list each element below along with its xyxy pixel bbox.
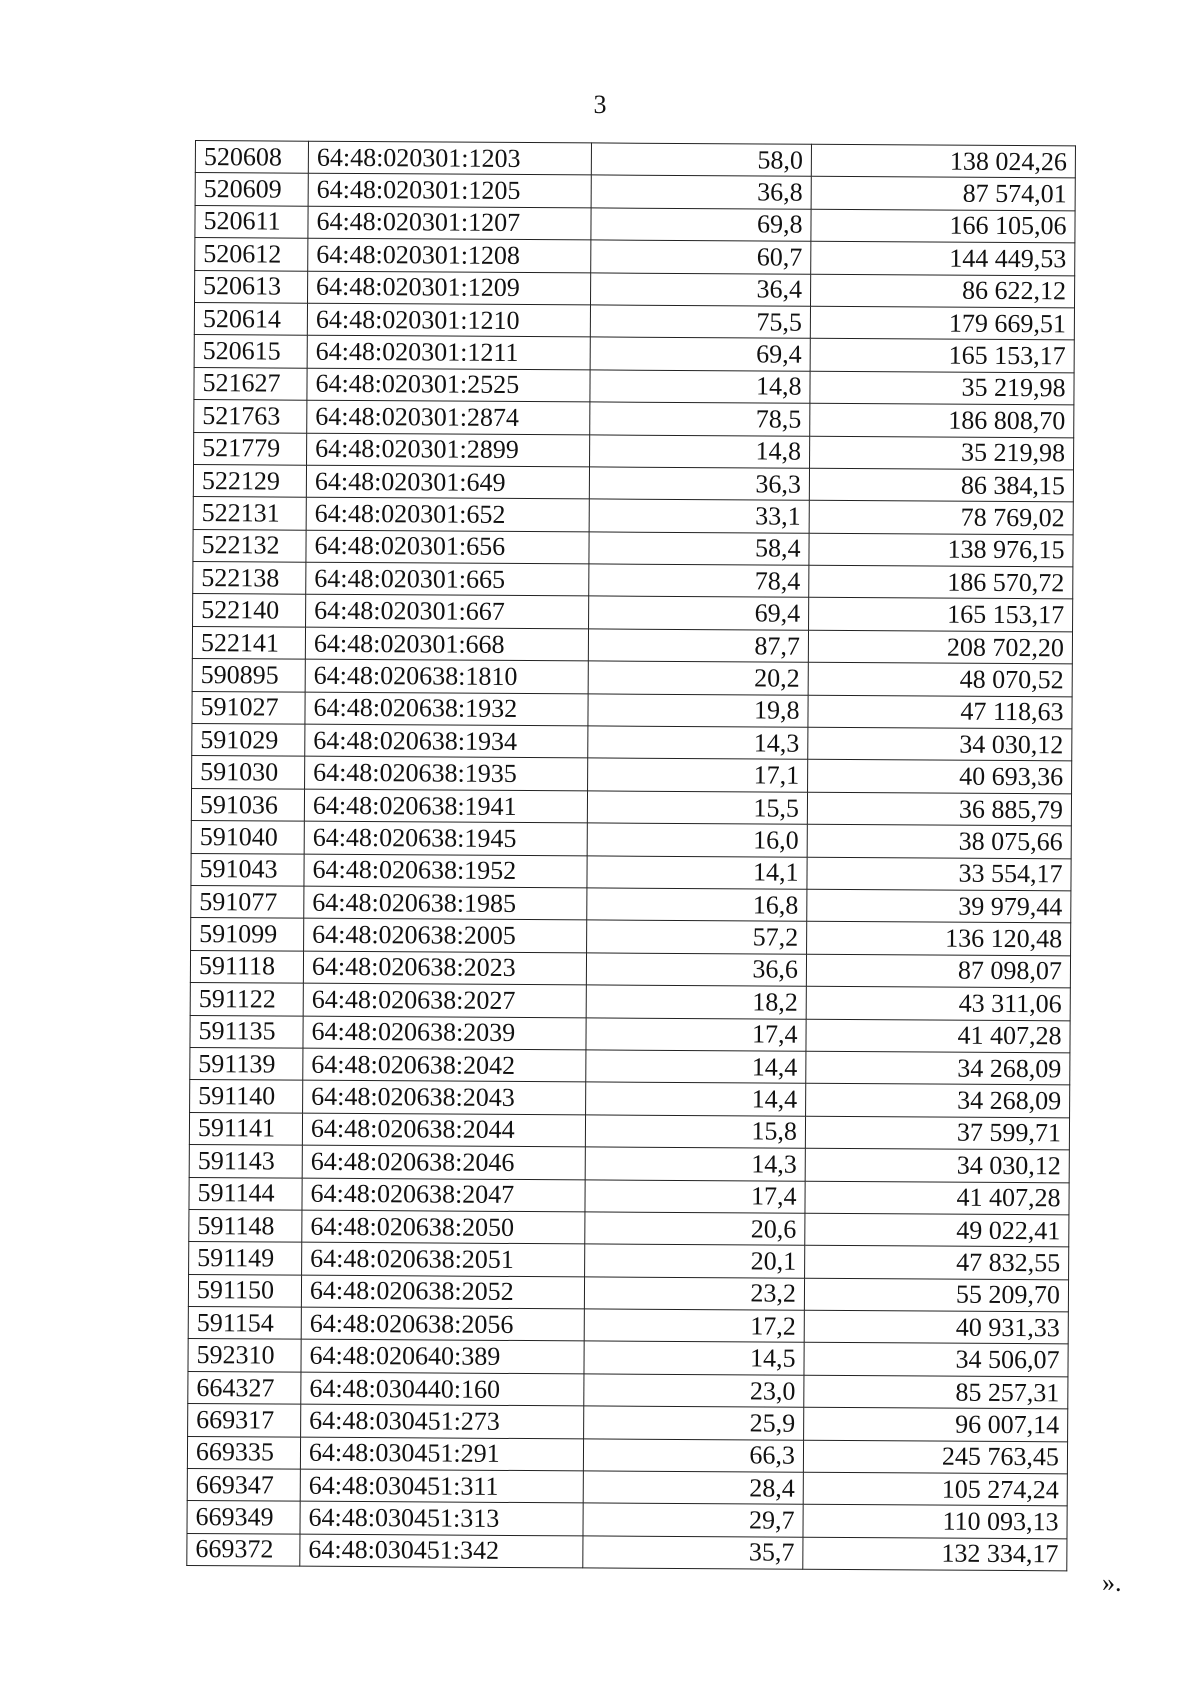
cadastral-number-cell: 64:48:030451:273 [301, 1404, 584, 1438]
area-cell: 14,4 [586, 1082, 806, 1116]
cadastral-number-cell: 64:48:020301:1209 [308, 271, 591, 305]
object-number-cell: 669372 [187, 1533, 300, 1566]
area-cell: 23,0 [584, 1374, 804, 1408]
object-number-cell: 669317 [188, 1404, 301, 1437]
area-cell: 36,3 [589, 467, 809, 501]
table-row [192, 659, 1072, 697]
cadastral-value-cell: 138 976,15 [809, 533, 1073, 567]
cadastral-value-cell: 86 384,15 [809, 468, 1073, 502]
table-row [194, 367, 1074, 405]
closing-quote-mark: ». [1102, 1568, 1122, 1597]
property-table [186, 140, 1076, 1572]
table-row [193, 464, 1073, 502]
table-row [193, 529, 1073, 567]
table-row [188, 1307, 1068, 1345]
cadastral-number-cell: 64:48:020638:2047 [302, 1178, 585, 1212]
table-row [190, 1080, 1070, 1118]
cadastral-number-cell: 64:48:020301:1210 [307, 303, 590, 337]
object-number-cell: 520615 [194, 335, 307, 368]
table-row [188, 1339, 1068, 1377]
object-number-cell: 591143 [189, 1145, 302, 1178]
cadastral-number-cell: 64:48:020301:1205 [308, 174, 591, 208]
cadastral-value-cell: 34 030,12 [808, 727, 1072, 761]
area-cell: 17,2 [584, 1309, 804, 1343]
table-row [190, 1015, 1070, 1053]
cadastral-value-cell: 78 769,02 [809, 501, 1073, 535]
area-cell: 36,4 [591, 272, 811, 306]
area-cell: 69,8 [591, 208, 811, 242]
cadastral-value-cell: 166 105,06 [811, 209, 1075, 243]
table-row [194, 400, 1074, 438]
area-cell: 28,4 [583, 1471, 803, 1505]
cadastral-value-cell: 39 979,44 [807, 889, 1071, 923]
object-number-cell: 591144 [189, 1177, 302, 1210]
cadastral-value-cell: 186 808,70 [810, 403, 1074, 437]
cadastral-number-cell: 64:48:020301:2874 [307, 400, 590, 434]
cadastral-value-cell: 40 931,33 [804, 1310, 1068, 1344]
object-number-cell: 591141 [189, 1112, 302, 1145]
table-row [187, 1501, 1067, 1539]
cadastral-number-cell: 64:48:020638:2046 [302, 1145, 585, 1179]
object-number-cell: 591040 [191, 821, 304, 854]
cadastral-number-cell: 64:48:020638:1941 [304, 789, 587, 823]
cadastral-value-cell: 35 219,98 [810, 436, 1074, 470]
area-cell: 58,0 [591, 143, 811, 177]
area-cell: 17,1 [588, 758, 808, 792]
object-number-cell: 521779 [194, 432, 307, 465]
cadastral-value-cell: 49 022,41 [805, 1213, 1069, 1247]
table-row [192, 691, 1072, 729]
table-row [195, 205, 1075, 243]
area-cell: 16,0 [587, 823, 807, 857]
area-cell: 75,5 [590, 305, 810, 339]
area-cell: 69,4 [589, 596, 809, 630]
table-row [191, 788, 1071, 826]
object-number-cell: 522138 [193, 562, 306, 595]
cadastral-number-cell: 64:48:020638:1945 [304, 821, 587, 855]
table-row [194, 432, 1074, 470]
table-row [189, 1242, 1069, 1280]
object-number-cell: 591043 [191, 853, 304, 886]
object-number-cell: 591150 [188, 1274, 301, 1307]
cadastral-value-cell: 86 622,12 [810, 274, 1074, 308]
table-row [192, 626, 1072, 664]
table-body [187, 141, 1076, 1572]
cadastral-number-cell: 64:48:020301:668 [305, 627, 588, 661]
cadastral-value-cell: 105 274,24 [803, 1472, 1067, 1506]
object-number-cell: 669335 [187, 1436, 300, 1469]
cadastral-value-cell: 47 832,55 [805, 1246, 1069, 1280]
object-number-cell: 522140 [193, 594, 306, 627]
area-cell: 14,5 [584, 1341, 804, 1375]
cadastral-number-cell: 64:48:020638:2027 [303, 983, 586, 1017]
table-row [190, 983, 1070, 1021]
area-cell: 15,5 [587, 791, 807, 825]
cadastral-number-cell: 64:48:020301:656 [306, 530, 589, 564]
area-cell: 14,8 [590, 370, 810, 404]
cadastral-number-cell: 64:48:020301:1208 [308, 238, 591, 272]
object-number-cell: 591077 [191, 885, 304, 918]
area-cell: 20,2 [588, 661, 808, 695]
object-number-cell: 520611 [195, 205, 308, 238]
cadastral-number-cell: 64:48:020638:2051 [302, 1242, 585, 1276]
area-cell: 36,6 [586, 953, 806, 987]
cadastral-number-cell: 64:48:020301:1207 [308, 206, 591, 240]
cadastral-number-cell: 64:48:020301:652 [306, 497, 589, 531]
cadastral-number-cell: 64:48:030451:291 [300, 1437, 583, 1471]
table-row [187, 1436, 1067, 1474]
object-number-cell: 669349 [187, 1501, 300, 1534]
cadastral-value-cell: 85 257,31 [804, 1375, 1068, 1409]
cadastral-value-cell: 55 209,70 [804, 1278, 1068, 1312]
area-cell: 17,4 [585, 1179, 805, 1213]
area-cell: 58,4 [589, 532, 809, 566]
area-cell: 16,8 [587, 888, 807, 922]
cadastral-value-cell: 40 693,36 [808, 760, 1072, 794]
area-cell: 69,4 [590, 337, 810, 371]
cadastral-number-cell: 64:48:020301:649 [306, 465, 589, 499]
cadastral-number-cell: 64:48:020638:2056 [301, 1307, 584, 1341]
cadastral-value-cell: 41 407,28 [805, 1181, 1069, 1215]
cadastral-number-cell: 64:48:020638:1932 [305, 692, 588, 726]
cadastral-value-cell: 34 030,12 [805, 1148, 1069, 1182]
cadastral-number-cell: 64:48:020301:2899 [307, 433, 590, 467]
table-row [190, 1047, 1070, 1085]
area-cell: 87,7 [588, 629, 808, 663]
area-cell: 19,8 [588, 694, 808, 728]
area-cell: 18,2 [586, 985, 806, 1019]
cadastral-number-cell: 64:48:030451:342 [300, 1534, 583, 1568]
table-row [190, 950, 1070, 988]
table-row [189, 1177, 1069, 1215]
object-number-cell: 591027 [192, 691, 305, 724]
table-row [191, 821, 1071, 859]
cadastral-value-cell: 34 506,07 [804, 1343, 1068, 1377]
cadastral-value-cell: 34 268,09 [806, 1084, 1070, 1118]
cadastral-value-cell: 43 311,06 [806, 986, 1070, 1020]
cadastral-number-cell: 64:48:020638:2005 [304, 919, 587, 953]
table-row [187, 1468, 1067, 1506]
area-cell: 14,4 [586, 1050, 806, 1084]
area-cell: 23,2 [584, 1277, 804, 1311]
object-number-cell: 591135 [190, 1015, 303, 1048]
cadastral-number-cell: 64:48:030451:311 [300, 1469, 583, 1503]
object-number-cell: 520609 [195, 173, 308, 206]
object-number-cell: 592310 [188, 1339, 301, 1372]
table-row [195, 173, 1075, 211]
cadastral-value-cell: 245 763,45 [803, 1440, 1067, 1474]
cadastral-value-cell: 138 024,26 [811, 144, 1075, 178]
table-row [193, 562, 1073, 600]
object-number-cell: 591118 [190, 950, 303, 983]
area-cell: 15,8 [585, 1115, 805, 1149]
table-row [192, 756, 1072, 794]
cadastral-value-cell: 136 120,48 [807, 922, 1071, 956]
object-number-cell: 591154 [188, 1307, 301, 1340]
area-cell: 78,5 [590, 402, 810, 436]
cadastral-value-cell: 47 118,63 [808, 695, 1072, 729]
cadastral-value-cell: 186 570,72 [809, 565, 1073, 599]
object-number-cell: 591139 [190, 1047, 303, 1080]
object-number-cell: 522131 [193, 497, 306, 530]
area-cell: 57,2 [587, 920, 807, 954]
object-number-cell: 669347 [187, 1468, 300, 1501]
cadastral-value-cell: 110 093,13 [803, 1505, 1067, 1539]
object-number-cell: 520608 [195, 141, 308, 174]
table-row [195, 141, 1075, 179]
cadastral-value-cell: 33 554,17 [807, 857, 1071, 891]
cadastral-number-cell: 64:48:020301:1211 [307, 336, 590, 370]
area-cell: 60,7 [591, 240, 811, 274]
cadastral-value-cell: 132 334,17 [803, 1537, 1067, 1571]
object-number-cell: 521763 [194, 400, 307, 433]
area-cell: 14,8 [590, 434, 810, 468]
property-table-container [186, 140, 1076, 1572]
table-row [195, 238, 1075, 276]
object-number-cell: 521627 [194, 367, 307, 400]
object-number-cell: 590895 [192, 659, 305, 692]
table-row [191, 918, 1071, 956]
cadastral-value-cell: 96 007,14 [804, 1407, 1068, 1441]
area-cell: 14,1 [587, 856, 807, 890]
cadastral-value-cell: 36 885,79 [807, 792, 1071, 826]
cadastral-number-cell: 64:48:020638:2044 [302, 1113, 585, 1147]
cadastral-number-cell: 64:48:020638:1952 [304, 854, 587, 888]
table-row [193, 594, 1073, 632]
cadastral-number-cell: 64:48:020301:665 [306, 562, 589, 596]
cadastral-value-cell: 41 407,28 [806, 1019, 1070, 1053]
cadastral-value-cell: 144 449,53 [811, 241, 1075, 275]
cadastral-number-cell: 64:48:020638:1934 [305, 724, 588, 758]
object-number-cell: 591140 [190, 1080, 303, 1113]
object-number-cell: 591149 [189, 1242, 302, 1275]
cadastral-number-cell: 64:48:020638:2043 [303, 1081, 586, 1115]
object-number-cell: 591148 [189, 1209, 302, 1242]
cadastral-number-cell: 64:48:020638:2023 [303, 951, 586, 985]
cadastral-number-cell: 64:48:020301:2525 [307, 368, 590, 402]
object-number-cell: 520614 [194, 302, 307, 335]
table-row [191, 885, 1071, 923]
table-row [189, 1112, 1069, 1150]
area-cell: 66,3 [583, 1439, 803, 1473]
table-row [188, 1371, 1068, 1409]
area-cell: 14,3 [588, 726, 808, 760]
cadastral-number-cell: 64:48:020638:1985 [304, 886, 587, 920]
cadastral-value-cell: 87 574,01 [811, 177, 1075, 211]
object-number-cell: 591036 [191, 788, 304, 821]
object-number-cell: 591030 [192, 756, 305, 789]
area-cell: 17,4 [586, 1017, 806, 1051]
object-number-cell: 522132 [193, 529, 306, 562]
object-number-cell: 522129 [193, 464, 306, 497]
object-number-cell: 591029 [192, 724, 305, 757]
object-number-cell: 520612 [195, 238, 308, 271]
cadastral-value-cell: 48 070,52 [808, 663, 1072, 697]
area-cell: 20,1 [585, 1244, 805, 1278]
cadastral-number-cell: 64:48:020638:2039 [303, 1016, 586, 1050]
object-number-cell: 591122 [190, 983, 303, 1016]
table-row [194, 335, 1074, 373]
table-row [189, 1209, 1069, 1247]
cadastral-number-cell: 64:48:020638:1810 [305, 659, 588, 693]
cadastral-number-cell: 64:48:020638:2042 [303, 1048, 586, 1082]
page-number: 3 [593, 90, 607, 119]
table-row [193, 497, 1073, 535]
area-cell: 78,4 [589, 564, 809, 598]
table-row [188, 1274, 1068, 1312]
cadastral-value-cell: 87 098,07 [806, 954, 1070, 988]
table-row [194, 302, 1074, 340]
table-row [191, 853, 1071, 891]
object-number-cell: 664327 [188, 1371, 301, 1404]
area-cell: 33,1 [589, 499, 809, 533]
object-number-cell: 520613 [195, 270, 308, 303]
table-row [187, 1533, 1067, 1571]
cadastral-number-cell: 64:48:030440:160 [301, 1372, 584, 1406]
area-cell: 29,7 [583, 1503, 803, 1537]
cadastral-number-cell: 64:48:020301:667 [306, 595, 589, 629]
object-number-cell: 522141 [192, 626, 305, 659]
cadastral-number-cell: 64:48:020638:1935 [305, 757, 588, 791]
area-cell: 14,3 [585, 1147, 805, 1181]
table-row [188, 1404, 1068, 1442]
area-cell: 35,7 [583, 1536, 803, 1570]
table-row [192, 724, 1072, 762]
table-row [195, 270, 1075, 308]
cadastral-value-cell: 34 268,09 [806, 1051, 1070, 1085]
cadastral-value-cell: 37 599,71 [805, 1116, 1069, 1150]
cadastral-value-cell: 165 153,17 [810, 339, 1074, 373]
area-cell: 36,8 [591, 175, 811, 209]
cadastral-value-cell: 38 075,66 [807, 824, 1071, 858]
cadastral-number-cell: 64:48:020640:389 [301, 1340, 584, 1374]
object-number-cell: 591099 [191, 918, 304, 951]
cadastral-number-cell: 64:48:020638:2052 [301, 1275, 584, 1309]
area-cell: 20,6 [585, 1212, 805, 1246]
cadastral-value-cell: 35 219,98 [810, 371, 1074, 405]
cadastral-value-cell: 179 669,51 [810, 306, 1074, 340]
area-cell: 25,9 [584, 1406, 804, 1440]
table-row [189, 1145, 1069, 1183]
cadastral-number-cell: 64:48:020301:1203 [308, 141, 591, 175]
cadastral-number-cell: 64:48:030451:313 [300, 1502, 583, 1536]
cadastral-number-cell: 64:48:020638:2050 [302, 1210, 585, 1244]
cadastral-value-cell: 208 702,20 [808, 630, 1072, 664]
cadastral-value-cell: 165 153,17 [809, 598, 1073, 632]
